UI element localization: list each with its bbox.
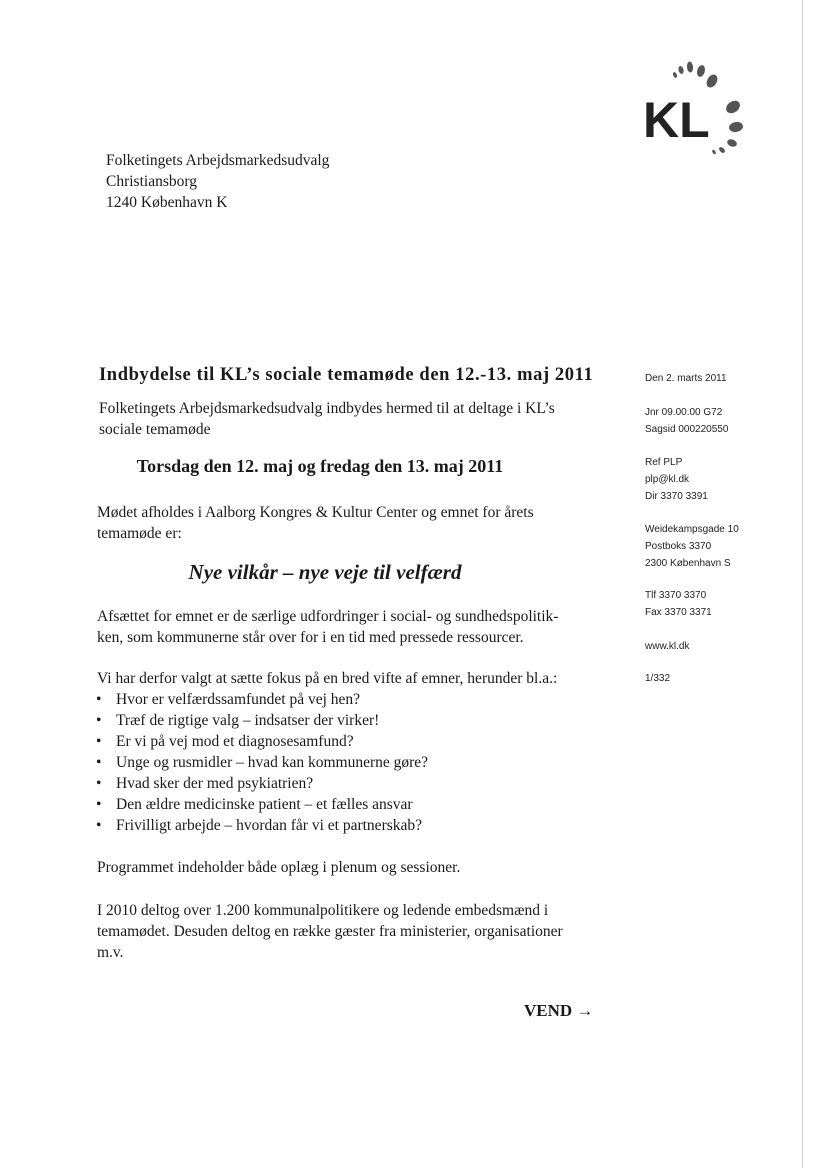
- kl-logo-graphic: [640, 60, 755, 165]
- event-date-heading: Torsdag den 12. maj og fredag den 13. maj 2011: [136, 456, 504, 476]
- reference: Ref PLP: [645, 457, 683, 468]
- recipient-line: Folketingets Arbejdsmarkedsudvalg: [106, 152, 330, 169]
- contact-info: [645, 454, 708, 505]
- background-line: Afsættet for emnet er de særlige udfordringer i social- og sundhedspolitik-: [97, 608, 559, 625]
- letter-date: Den 2. marts 2011: [645, 373, 727, 384]
- list-item: • Hvor er velfærdssamfundet på vej hen?: [92, 689, 428, 710]
- recipient-address: [106, 150, 329, 213]
- journal-info: [645, 404, 728, 438]
- turn-page-label: VEND →: [524, 1001, 594, 1020]
- address-line: 2300 København S: [645, 558, 731, 569]
- case-id: Sagsid 000220550: [645, 424, 729, 435]
- page-edge-line: [802, 0, 803, 1168]
- fax-number: Fax 3370 3371: [645, 607, 712, 618]
- kl-logo: [640, 60, 755, 165]
- intro-line: sociale temamøde: [99, 421, 211, 438]
- theme-heading: Nye vilkår – nye veje til velfærd: [188, 560, 462, 584]
- letter-title: Indbydelse til KL’s sociale temamøde den 12.-13. maj 2011: [99, 365, 594, 385]
- journal-number: Jnr 09.00.00 G72: [645, 407, 723, 418]
- address-line: Postboks 3370: [645, 541, 712, 552]
- kl-logo-text: KL: [643, 92, 710, 148]
- list-item: • Er vi på vej mod et diagnosesamfund?: [92, 731, 428, 752]
- venue-paragraph: [97, 502, 534, 544]
- recipient-line: Christiansborg: [106, 173, 197, 190]
- postal-address: [645, 521, 739, 572]
- topics-list: [92, 689, 428, 836]
- list-item: • Den ældre medicinske patient – et fælles ansvar: [92, 794, 428, 815]
- list-item: • Hvad sker der med psykiatrien?: [92, 773, 428, 794]
- attendance-line: temamødet. Desuden deltog en række gæster fra ministerier, organisationer: [97, 923, 563, 940]
- list-item: • Unge og rusmidler – hvad kan kommunerne gøre?: [92, 752, 428, 773]
- intro-line: Folketingets Arbejdsmarkedsudvalg indbydes hermed til at deltage i KL’s: [99, 400, 555, 417]
- website: www.kl.dk: [645, 641, 690, 652]
- venue-line: Mødet afholdes i Aalborg Kongres & Kultur Center og emnet for årets: [97, 504, 534, 521]
- list-item: • Træf de rigtige valg – indsatser der virker!: [92, 710, 428, 731]
- recipient-line: 1240 København K: [106, 194, 228, 211]
- address-line: Weidekampsgade 10: [645, 524, 739, 535]
- background-line: ken, som kommunerne står over for i en tid med pressede ressourcer.: [97, 629, 524, 646]
- attendance-line: m.v.: [97, 944, 124, 961]
- intro-paragraph: [99, 398, 555, 440]
- venue-line: temamøde er:: [97, 525, 182, 542]
- page-reference: 1/332: [645, 673, 671, 684]
- phone-number: Tlf 3370 3370: [645, 590, 707, 601]
- focus-intro: Vi har derfor valgt at sætte fokus på en bred vifte af emner, herunder bl.a.:: [97, 670, 558, 687]
- attendance-line: I 2010 deltog over 1.200 kommunalpolitikere og ledende embedsmænd i: [97, 902, 549, 919]
- program-paragraph: Programmet indeholder både oplæg i plenum og sessioner.: [97, 859, 461, 876]
- background-paragraph: [97, 606, 558, 648]
- contact-email: plp@kl.dk: [645, 474, 690, 485]
- direct-phone: Dir 3370 3391: [645, 491, 708, 502]
- list-item: • Frivilligt arbejde – hvordan får vi et partnerskab?: [92, 815, 428, 836]
- attendance-paragraph: [97, 900, 563, 963]
- phone-info: [645, 587, 712, 621]
